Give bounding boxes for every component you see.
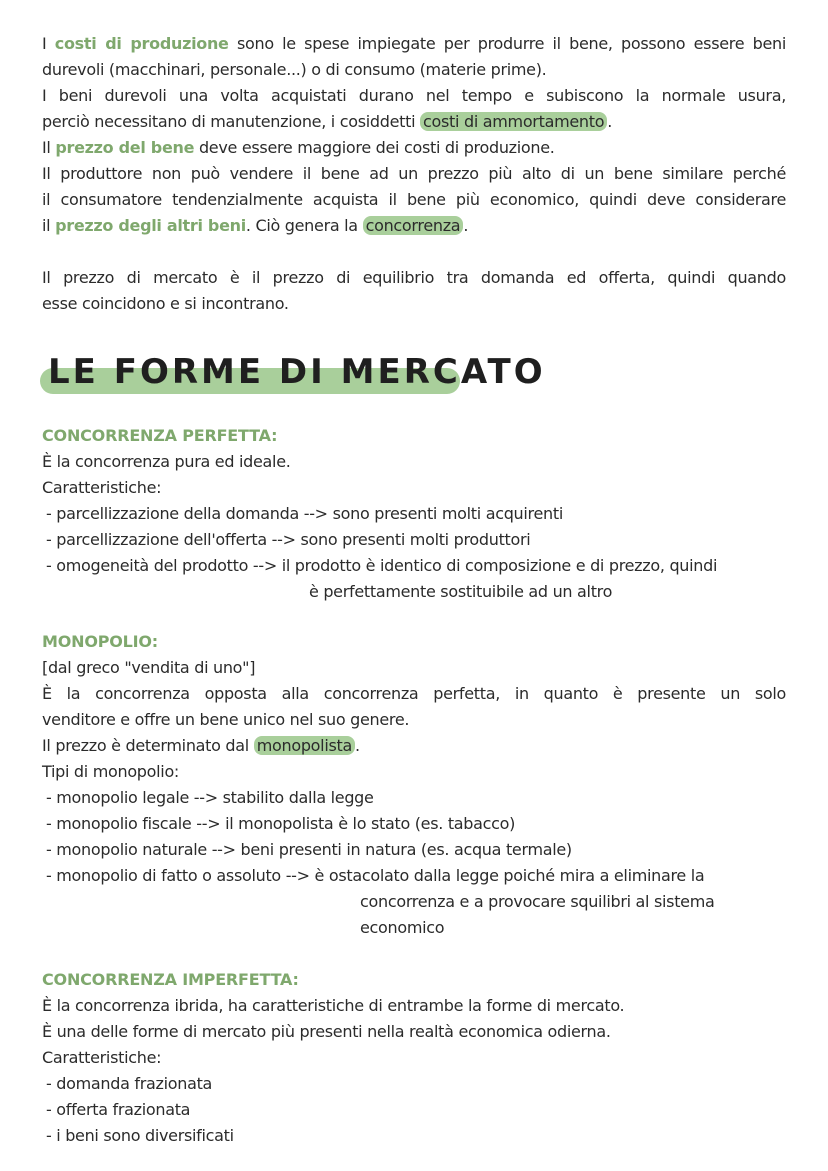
monopolio-line-2: È la concorrenza opposta alla concorrenza perfetta, in quanto è presente un solo [42, 684, 786, 703]
heading-concorrenza-imperfetta: CONCORRENZA IMPERFETTA: [42, 970, 299, 989]
monopolio-line-1: [dal greco "vendita di uno"] [42, 658, 256, 677]
text: perciò necessitano di manutenzione, i cosiddetti [42, 112, 421, 131]
list-item: - omogeneità del prodotto --> il prodotto è identico di composizione e di prezzo, quindi [46, 556, 718, 575]
text: I [42, 34, 55, 53]
term-prezzo-altri-beni: prezzo degli altri beni [55, 216, 246, 235]
intro-line-6: Il produttore non può vendere il bene ad un prezzo più alto di un bene similare perché [42, 164, 786, 183]
list-item: - offerta frazionata [46, 1100, 191, 1119]
imperfetta-line-3: Caratteristiche: [42, 1048, 162, 1067]
text: deve essere maggiore dei costi di produzione. [194, 138, 555, 157]
monopolio-line-3: venditore e offre un bene unico nel suo genere. [42, 710, 410, 729]
intro-line-4 [42, 112, 612, 132]
intro-line-5 [42, 138, 555, 158]
highlight-costi-ammortamento: costi di ammortamento [420, 112, 607, 131]
list-item: - monopolio legale --> stabilito dalla legge [46, 788, 374, 807]
intro-line-9: Il prezzo di mercato è il prezzo di equilibrio tra domanda ed offerta, quindi quando [42, 268, 786, 287]
list-item: - monopolio naturale --> beni presenti in natura (es. acqua termale) [46, 840, 572, 859]
list-item: - monopolio fiscale --> il monopolista è lo stato (es. tabacco) [46, 814, 516, 833]
intro-line-3: I beni durevoli una volta acquistati durano nel tempo e subiscono la normale usura, [42, 86, 786, 105]
monopolio-line-4 [42, 736, 360, 756]
text: . [607, 112, 612, 131]
text: sono le spese impiegate per produrre il bene, possono essere beni [228, 34, 786, 53]
intro-line-8 [42, 216, 468, 236]
intro-line-1 [42, 34, 786, 54]
text: Il prezzo è determinato dal [42, 736, 254, 755]
heading-concorrenza-perfetta: CONCORRENZA PERFETTA: [42, 426, 278, 445]
imperfetta-line-1: È la concorrenza ibrida, ha caratteristiche di entrambe la forme di mercato. [42, 996, 625, 1015]
list-item: - parcellizzazione dell'offerta --> sono presenti molti produttori [46, 530, 531, 549]
list-item: - i beni sono diversificati [46, 1126, 234, 1145]
list-item: - parcellizzazione della domanda --> sono presenti molti acquirenti [46, 504, 563, 523]
perfetta-line-2: Caratteristiche: [42, 478, 162, 497]
list-item-continuation: è perfettamente sostituibile ad un altro [309, 582, 613, 601]
list-item: - domanda frazionata [46, 1074, 213, 1093]
intro-line-2: durevoli (macchinari, personale...) o di consumo (materie prime). [42, 60, 547, 79]
highlight-monopolista: monopolista [254, 736, 355, 755]
text: . [354, 736, 360, 755]
monopolio-line-5: Tipi di monopolio: [42, 762, 180, 781]
heading-monopolio: MONOPOLIO: [42, 632, 158, 651]
intro-line-7: il consumatore tendenzialmente acquista il bene più economico, quindi deve considerare [42, 190, 786, 209]
list-item-continuation: economico [360, 918, 445, 937]
list-item-continuation: concorrenza e a provocare squilibri al sistema [360, 892, 715, 911]
text: Il [42, 138, 56, 157]
term-prezzo-bene: prezzo del bene [55, 138, 195, 157]
page-title: LE FORME DI MERCATO [48, 352, 546, 392]
text: il [42, 216, 56, 235]
list-item: - monopolio di fatto o assoluto --> è ostacolato dalla legge poiché mira a eliminare la [46, 866, 705, 885]
highlight-concorrenza: concorrenza [363, 216, 464, 235]
imperfetta-line-2: È una delle forme di mercato più presenti nella realtà economica odierna. [42, 1022, 611, 1041]
text: . Ciò genera la [245, 216, 363, 235]
term-costi-produzione: costi di produzione [54, 34, 229, 53]
perfetta-line-1: È la concorrenza pura ed ideale. [42, 452, 291, 471]
text: . [463, 216, 469, 235]
intro-line-10: esse coincidono e si incontrano. [42, 294, 289, 313]
